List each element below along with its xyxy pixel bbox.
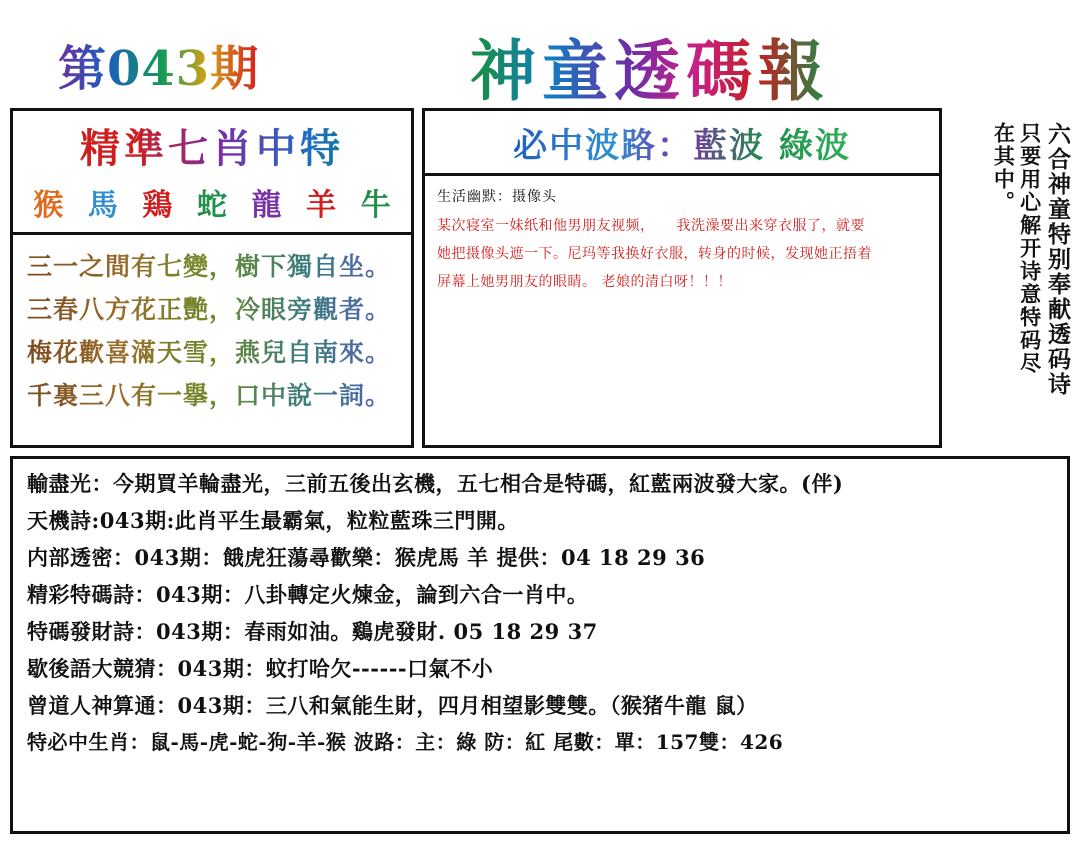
- bottom-row-segment: 八卦轉定火煉金，論到六合一肖中。: [244, 582, 589, 607]
- right-panel: [950, 108, 1070, 448]
- bottom-row-segment: 内部透密：043期：: [27, 545, 223, 570]
- verse-list: [13, 235, 411, 445]
- joke-line-0: 某次寝室一妹纸和他男朋友视频， 我洗澡要出来穿衣服了，就要: [437, 218, 865, 234]
- zodiac-item-6: 牛: [360, 188, 391, 223]
- joke-line-1: 她把摄像头遮一下。尼玛等我换好衣服，转身的时候，发现她正捂着: [437, 246, 872, 262]
- bottom-row-segment: 蚊打哈欠------口氣不小: [265, 656, 494, 681]
- bottom-panel: [10, 456, 1070, 834]
- zodiac-item-1: 馬: [87, 188, 118, 223]
- joke-text: [437, 212, 927, 296]
- bottom-row-segment: 精彩特碼詩：043期：: [27, 582, 245, 607]
- zodiac-item-5: 羊: [306, 188, 337, 223]
- left-panel: [10, 108, 414, 448]
- issue-number: 第043期: [58, 30, 259, 99]
- page-header: [0, 0, 1080, 108]
- joke-line-2: 屏幕上她男朋友的眼睛。 老娘的清白呀！！！: [437, 274, 732, 290]
- bottom-row-segment: 歇後語大競猜：043期：: [27, 656, 266, 681]
- zodiac-item-4: 龍: [251, 188, 282, 223]
- bottom-row-0: [27, 473, 1053, 494]
- masthead-title: 神童透碼報: [470, 18, 830, 113]
- mid-section: [10, 108, 1070, 448]
- bottom-row-segment: 今期買羊輪盡光，三前五後出玄機，五七相合是特碼，紅藍兩波發大家。(伴): [113, 471, 844, 496]
- right-column-3: 在其中。: [991, 122, 1017, 214]
- joke-box: [422, 176, 942, 448]
- bottom-row-5: [27, 658, 1053, 679]
- center-panel: [422, 108, 942, 448]
- bottom-row-1: [27, 510, 1053, 531]
- zodiac-item-3: 蛇: [196, 188, 227, 223]
- bottom-row-segment: 三八和氣能生財，四月相望影雙雙。（猴猪牛龍 鼠）: [265, 693, 758, 718]
- zodiac-item-2: 鶏: [142, 188, 173, 223]
- joke-heading: 生活幽默：摄像头: [437, 189, 557, 205]
- zodiac-row: [13, 174, 411, 232]
- verse-line-1: 三春八方花正艷，冷眼旁觀者。: [27, 288, 397, 331]
- verse-line-3: 千裏三八有一擧，口中說一詞。: [27, 374, 397, 417]
- zodiac-item-0: 猴: [33, 188, 64, 223]
- bottom-row-7: [27, 732, 1053, 752]
- bottom-row-segment: 特必中生肖：鼠-馬-虎-蛇-狗-羊-猴 波路：主：綠 防：紅 尾數：單：157雙：426: [27, 730, 784, 754]
- bottom-row-6: [27, 695, 1053, 716]
- verse-line-0: 三一之間有七變，樹下獨自坐。: [27, 245, 397, 288]
- bottom-row-segment: 輸盡光：: [27, 471, 113, 496]
- right-column-1: 六合神童特别奉献透码诗: [1044, 122, 1071, 397]
- bottom-row-segment: 特碼發財詩：043期：: [27, 619, 245, 644]
- wave-route-box: [422, 108, 942, 176]
- bottom-row-4: [27, 621, 1053, 642]
- verse-line-2: 梅花歡喜滿天雪，燕兒自南來。: [27, 331, 397, 374]
- lucky-seven-title: 精準七肖中特: [13, 117, 411, 174]
- bottom-row-2: [27, 547, 1053, 568]
- bottom-row-3: [27, 584, 1053, 605]
- bottom-row-segment: 春雨如油。鷄虎發財. 05 18 29 37: [244, 619, 598, 644]
- wave-route-title: 必中波路：藍波 綠波: [513, 118, 851, 167]
- bottom-row-segment: 曾道人神算通：043期：: [27, 693, 266, 718]
- right-column-2: 只要用心解开诗意特码尽: [1017, 122, 1043, 375]
- bottom-row-segment: 天機詩:043期:此肖平生最霸氣，粒粒藍珠三門開。: [27, 508, 519, 533]
- bottom-row-segment: 餓虎狂蕩尋歡樂：猴虎馬 羊 提供：04 18 29 36: [222, 545, 706, 570]
